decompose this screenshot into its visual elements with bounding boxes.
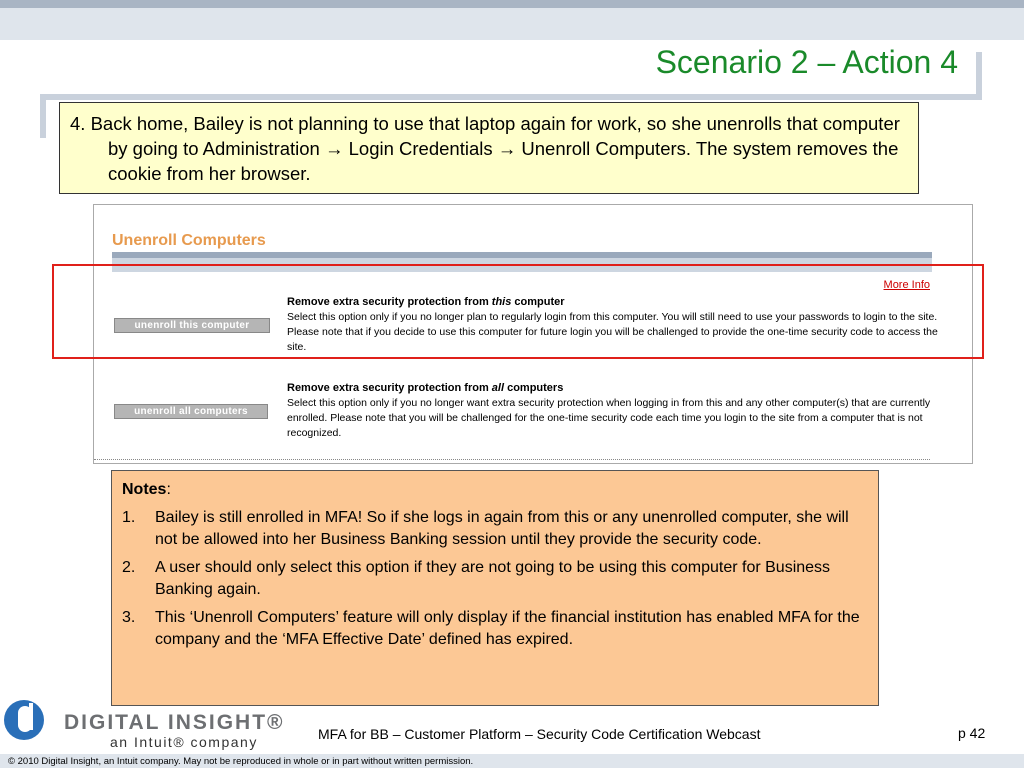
note-text: This ‘Unenroll Computers’ feature will only display if the financial institution has enabled MFA for the company and the ‘MFA Effective Date’ defined has expired. bbox=[155, 609, 860, 648]
option-all-computers bbox=[287, 381, 947, 441]
slide-title: Scenario 2 – Action 4 bbox=[655, 44, 958, 80]
title-underline bbox=[40, 94, 982, 100]
note-item bbox=[122, 557, 868, 601]
note-number: 1. bbox=[122, 509, 136, 526]
unenroll-all-computers-button[interactable]: unenroll all computers bbox=[114, 404, 268, 419]
dotted-divider bbox=[94, 459, 930, 460]
option-description: Select this option only if you no longer want extra security protection when logging in from this and any other computer(s) that are currently enrolled. Please note that you will be challenged for the one-time security code each time you login to the site from a computer that is not recognized. bbox=[287, 397, 931, 439]
scenario-text: 4. Back home, Bailey is not planning to use that laptop again for work, so she unenrolls that computer by going to Administration → Login Credentials → Unenroll Computers. The system removes the cookie from her browser. bbox=[70, 113, 900, 184]
option-description: Select this option only if you no longer plan to regularly login from this computer. You will still need to use your passwords to login to the site. Please note that if you decide to use this computer for future login you will be challenged to provide the one-time security code to access the site. bbox=[287, 311, 938, 353]
brand-name: DIGITAL INSIGHT® bbox=[64, 711, 285, 734]
logo-stem-icon bbox=[29, 703, 33, 730]
top-stripe bbox=[0, 0, 1024, 8]
option-heading: Remove extra security protection from this computer bbox=[287, 296, 565, 308]
top-band bbox=[0, 8, 1024, 40]
scenario-box bbox=[59, 102, 919, 194]
notes-heading: Notes: bbox=[122, 481, 171, 498]
brand-subtitle: an Intuit® company bbox=[110, 734, 258, 750]
title-bracket bbox=[976, 52, 982, 96]
note-number: 3. bbox=[122, 609, 136, 626]
panel-title: Unenroll Computers bbox=[112, 232, 266, 249]
note-text: A user should only select this option if they are not going to be using this computer for Business Banking again. bbox=[155, 559, 831, 598]
title-bracket-left bbox=[40, 94, 46, 138]
note-text: Bailey is still enrolled in MFA! So if she logs in again from this or any unenrolled computer, she will not be allowed into her Business Banking session until they provide the security code. bbox=[155, 509, 849, 548]
notes-box bbox=[111, 470, 879, 706]
page-number: p 42 bbox=[958, 725, 986, 741]
option-heading: Remove extra security protection from all computers bbox=[287, 382, 564, 394]
more-info-link[interactable]: More Info bbox=[883, 279, 930, 291]
note-item bbox=[122, 507, 868, 551]
unenroll-this-computer-button[interactable]: unenroll this computer bbox=[114, 318, 270, 333]
highlight-box bbox=[52, 264, 984, 359]
note-item bbox=[122, 607, 868, 651]
footer-webcast-title: MFA for BB – Customer Platform – Security Code Certification Webcast bbox=[318, 726, 761, 742]
copyright-text: © 2010 Digital Insight, an Intuit company. May not be reproduced in whole or in part without written permission. bbox=[8, 756, 474, 767]
note-number: 2. bbox=[122, 559, 136, 576]
